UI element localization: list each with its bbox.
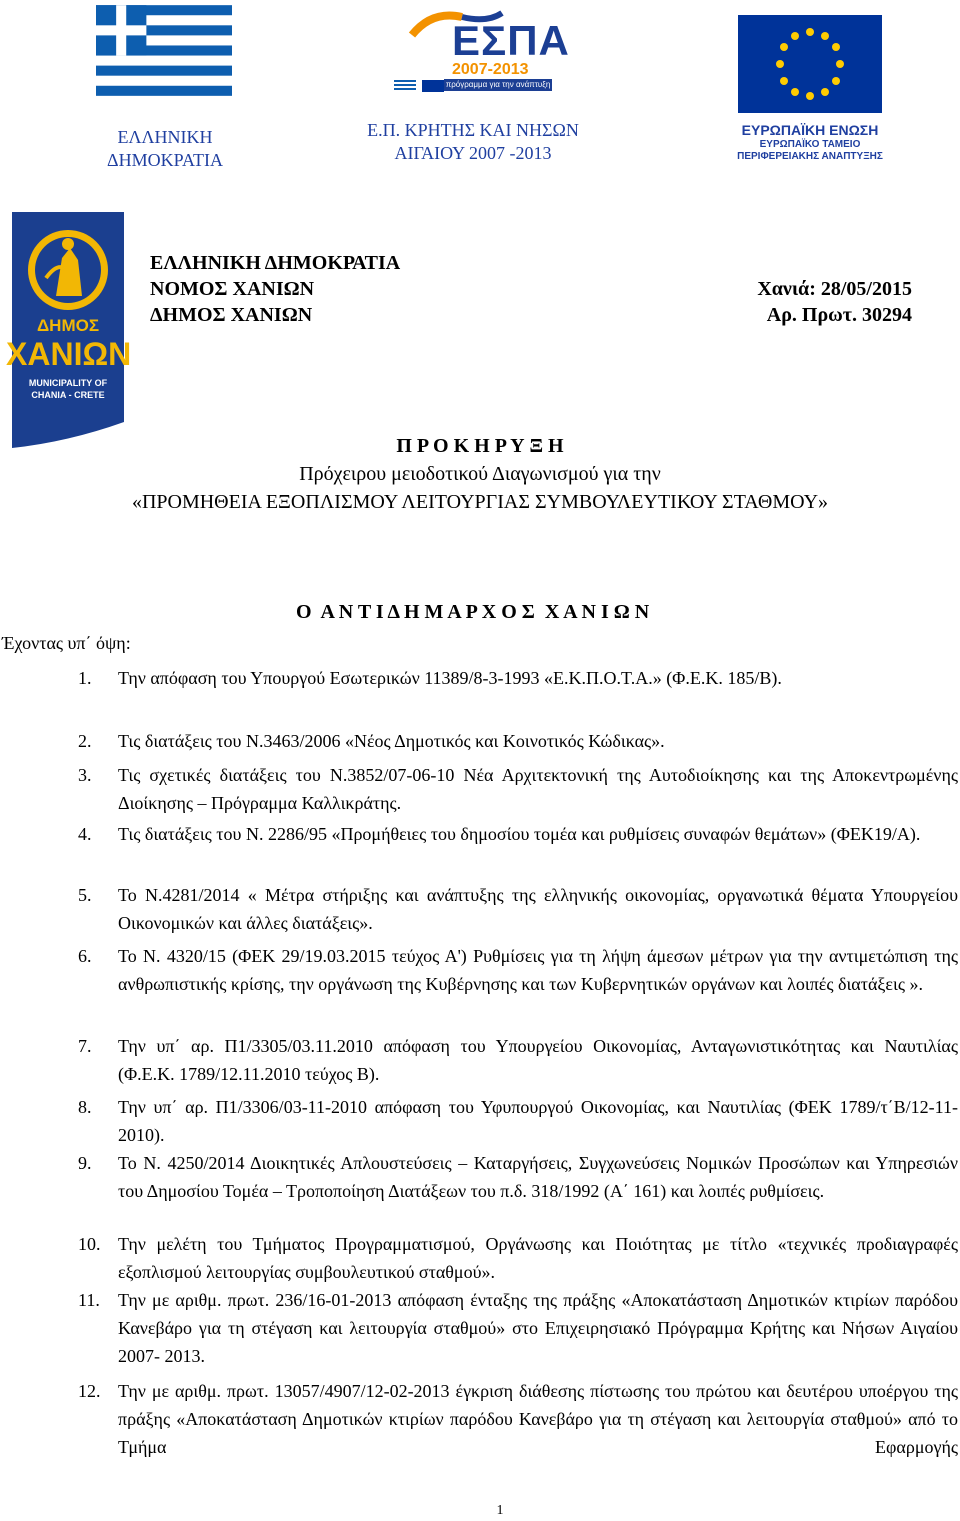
- list-item-number: 1.: [78, 668, 92, 688]
- list-item: [78, 820, 958, 848]
- mini-eu-flag-icon: [422, 80, 444, 92]
- espa-slogan-bar: [444, 79, 552, 91]
- chania-logo-line1: ΔΗΜΟΣ: [36, 316, 100, 335]
- espa-logo: [392, 5, 570, 95]
- list-item: [78, 1230, 958, 1286]
- list-item-number: 12.: [78, 1381, 101, 1401]
- greek-flag-image: [96, 5, 232, 96]
- list-item-text: Το Ν. 4320/15 (ΦΕΚ 29/19.03.2015 τεύχος Α') Ρυθμίσεις για τη λήψη άμεσων μέτρων για την αντιμετώπιση της ανθρωπιστικής κρίσης, την οργάνωση της Κυβέρνησης και των Κυβερνητικών οργάνων και λοιπές διατάξεις ».: [118, 946, 958, 994]
- chania-municipality-logo: [6, 208, 130, 448]
- having-regard-label: Έχοντας υπ΄ όψη:: [2, 633, 131, 653]
- chania-logo-line2: ΧΑΝΙΩΝ: [6, 336, 132, 372]
- list-item: [78, 881, 958, 937]
- list-item-number: 9.: [78, 1153, 92, 1173]
- chania-logo-line4: CHANIA - CRETE: [31, 390, 105, 400]
- deputy-mayor-heading: Ο Α Ν Τ Ι Δ Η Μ Α Ρ Χ Ο Σ Χ Α Ν Ι Ω Ν: [296, 601, 650, 623]
- greek-republic-line1: ΕΛΛΗΝΙΚΗ: [117, 127, 213, 147]
- document-title: Π Ρ Ο Κ Η Ρ Υ Ξ Η: [396, 435, 564, 457]
- list-item-text: Το Ν. 4250/2014 Διοικητικές Απλουστεύσεις – Καταργήσεις, Συγχωνεύσεις Νομικών Προσώπων και Υπηρεσιών του Δημοσίου Τομέα – Τροποποίηση Διατάξεων του π.δ. 318/1992 (Α΄ 161) και λοιπές ρυθμίσεις.: [118, 1153, 958, 1201]
- document-subtitle: Πρόχειρου μειοδοτικού Διαγωνισμού για την: [299, 463, 661, 485]
- list-item-text: Την υπ΄ αρ. Π1/3306/03-11-2010 απόφαση του Υφυπουργού Οικονομίας, και Ναυτιλίας (ΦΕΚ 1789/τ΄Β/12-11-2010).: [118, 1097, 958, 1145]
- list-item-text: Την υπ΄ αρ. Π1/3305/03.11.2010 απόφαση του Υπουργείου Οικονομίας, Ανταγωνιστικότητας και Ναυτιλίας (Φ.Ε.Κ. 1789/12.11.2010 τεύχος Β).: [118, 1036, 958, 1084]
- list-item-number: 7.: [78, 1036, 92, 1056]
- list-item-number: 8.: [78, 1097, 92, 1117]
- list-item-text: Την με αριθμ. πρωτ. 236/16-01-2013 απόφαση ένταξης της πράξης «Αποκατάσταση Δημοτικών κτιρίων παρόδου Κανεβάρο για τη στέγαση και λειτουργία σταθμού» στο Επιχειρησιακό Πρόγραμμα Κρήτης και Νήσων Αιγαίου 2007- 2013.: [118, 1290, 958, 1366]
- protocol-number: Αρ. Πρωτ. 30294: [766, 304, 912, 326]
- sender-block: [150, 250, 400, 328]
- list-item-number: 4.: [78, 824, 92, 844]
- espa-logo-text: ΕΣΠΑ: [452, 17, 570, 64]
- page-number: 1: [496, 1503, 504, 1518]
- document-date: Χανιά: 28/05/2015: [757, 278, 912, 300]
- program-label: [330, 119, 616, 165]
- list-item-number: 3.: [78, 765, 92, 785]
- list-item-number: 11.: [78, 1290, 100, 1310]
- list-item: [78, 942, 958, 998]
- list-item: [78, 664, 958, 692]
- espa-slogan: πρόγραμμα για την ανάπτυξη: [445, 80, 551, 89]
- program-line1: Ε.Π. ΚΡΗΤΗΣ ΚΑΙ ΝΗΣΩΝ: [367, 120, 579, 140]
- list-item-number: 6.: [78, 946, 92, 966]
- list-item-number: 10.: [78, 1234, 101, 1254]
- list-item: [78, 727, 958, 755]
- chania-logo-line3: MUNICIPALITY OF: [28, 378, 108, 388]
- espa-mini-flags: [394, 79, 444, 91]
- title-block: [0, 432, 960, 516]
- list-item-text: Τις διατάξεις του Ν.3463/2006 «Νέος Δημοτικός και Κοινοτικός Κώδικας».: [118, 731, 665, 751]
- list-item: [78, 1032, 958, 1088]
- list-item-text: Τις διατάξεις του Ν. 2286/95 «Προμήθειες του δημοσίου τομέα και ρυθμίσεις συναφών θεμάτων» (ΦΕΚ19/Α).: [118, 824, 921, 844]
- list-item-text: Την με αριθμ. πρωτ. 13057/4907/12-02-2013 έγκριση διάθεσης πίστωσης του πρώτου και δευτέρου υποέργου της πράξης «Αποκατάσταση Δημοτικών κτιρίων παρόδου Κανεβάρο για τη στέγαση και λειτουργία σταθμού» από το Τμήμα Εφαρμογής: [118, 1381, 958, 1457]
- list-item-text: Την μελέτη του Τμήματος Προγραμματισμού, Οργάνωσης και Ποιότητας με τίτλο «τεχνικές προδιαγραφές εξοπλισμού λειτουργίας συμβουλευτικού σταθμού».: [118, 1234, 958, 1282]
- list-item-text: Την απόφαση του Υπουργού Εσωτερικών 11389/8-3-1993 «Ε.Κ.Π.Ο.Τ.Α.» (Φ.Ε.Κ. 185/Β).: [118, 668, 782, 688]
- list-item: [78, 1149, 958, 1205]
- eu-line3: ΠΕΡΙΦΕΡΕΙΑΚΗΣ ΑΝΑΠΤΥΞΗΣ: [737, 151, 883, 162]
- list-item: [78, 1093, 958, 1149]
- mini-greek-flag-icon: [394, 80, 416, 92]
- list-item: [78, 761, 958, 817]
- sender-line1: ΕΛΛΗΝΙΚΗ ΔΗΜΟΚΡΑΤΙΑ: [150, 252, 401, 274]
- program-line2: ΑΙΓΑΙΟΥ 2007 -2013: [394, 143, 552, 163]
- greek-republic-label: [90, 126, 240, 172]
- list-item: [78, 1377, 958, 1461]
- eu-line2: ΕΥΡΩΠΑΪΚΟ ΤΑΜΕΙΟ: [759, 139, 861, 150]
- list-item-text: Τις σχετικές διατάξεις του Ν.3852/07-06-10 Νέα Αρχιτεκτονική της Αυτοδιοίκησης και της Αποκεντρωμένης Διοίκησης – Πρόγραμμα Καλλικράτης.: [118, 765, 958, 813]
- greek-republic-line2: ΔΗΜΟΚΡΑΤΙΑ: [107, 150, 223, 170]
- eu-label: [724, 122, 896, 163]
- espa-years: 2007-2013: [452, 61, 529, 78]
- sender-line3: ΔΗΜΟΣ ΧΑΝΙΩΝ: [150, 304, 313, 326]
- list-item-text: Το Ν.4281/2014 « Μέτρα στήριξης και ανάπτυξης της ελληνικής οικονομίας, οργανωτικά θέματα Υπουργείου Οικονομικών και άλλες διατάξεις».: [118, 885, 958, 933]
- list-item-number: 5.: [78, 885, 92, 905]
- project-title: «ΠΡΟΜΗΘΕΙΑ ΕΞΟΠΛΙΣΜΟΥ ΛΕΙΤΟΥΡΓΙΑΣ ΣΥΜΒΟΥΛΕΥΤΙΚΟΥ ΣΤΑΘΜΟΥ»: [131, 491, 829, 513]
- date-protocol-block: [700, 276, 912, 328]
- eu-line1: ΕΥΡΩΠΑΪΚΗ ΕΝΩΣΗ: [741, 122, 879, 138]
- eu-flag-image: [738, 15, 882, 113]
- sender-line2: ΝΟΜΟΣ ΧΑΝΙΩΝ: [150, 278, 315, 300]
- list-item-number: 2.: [78, 731, 92, 751]
- list-item: [78, 1286, 958, 1370]
